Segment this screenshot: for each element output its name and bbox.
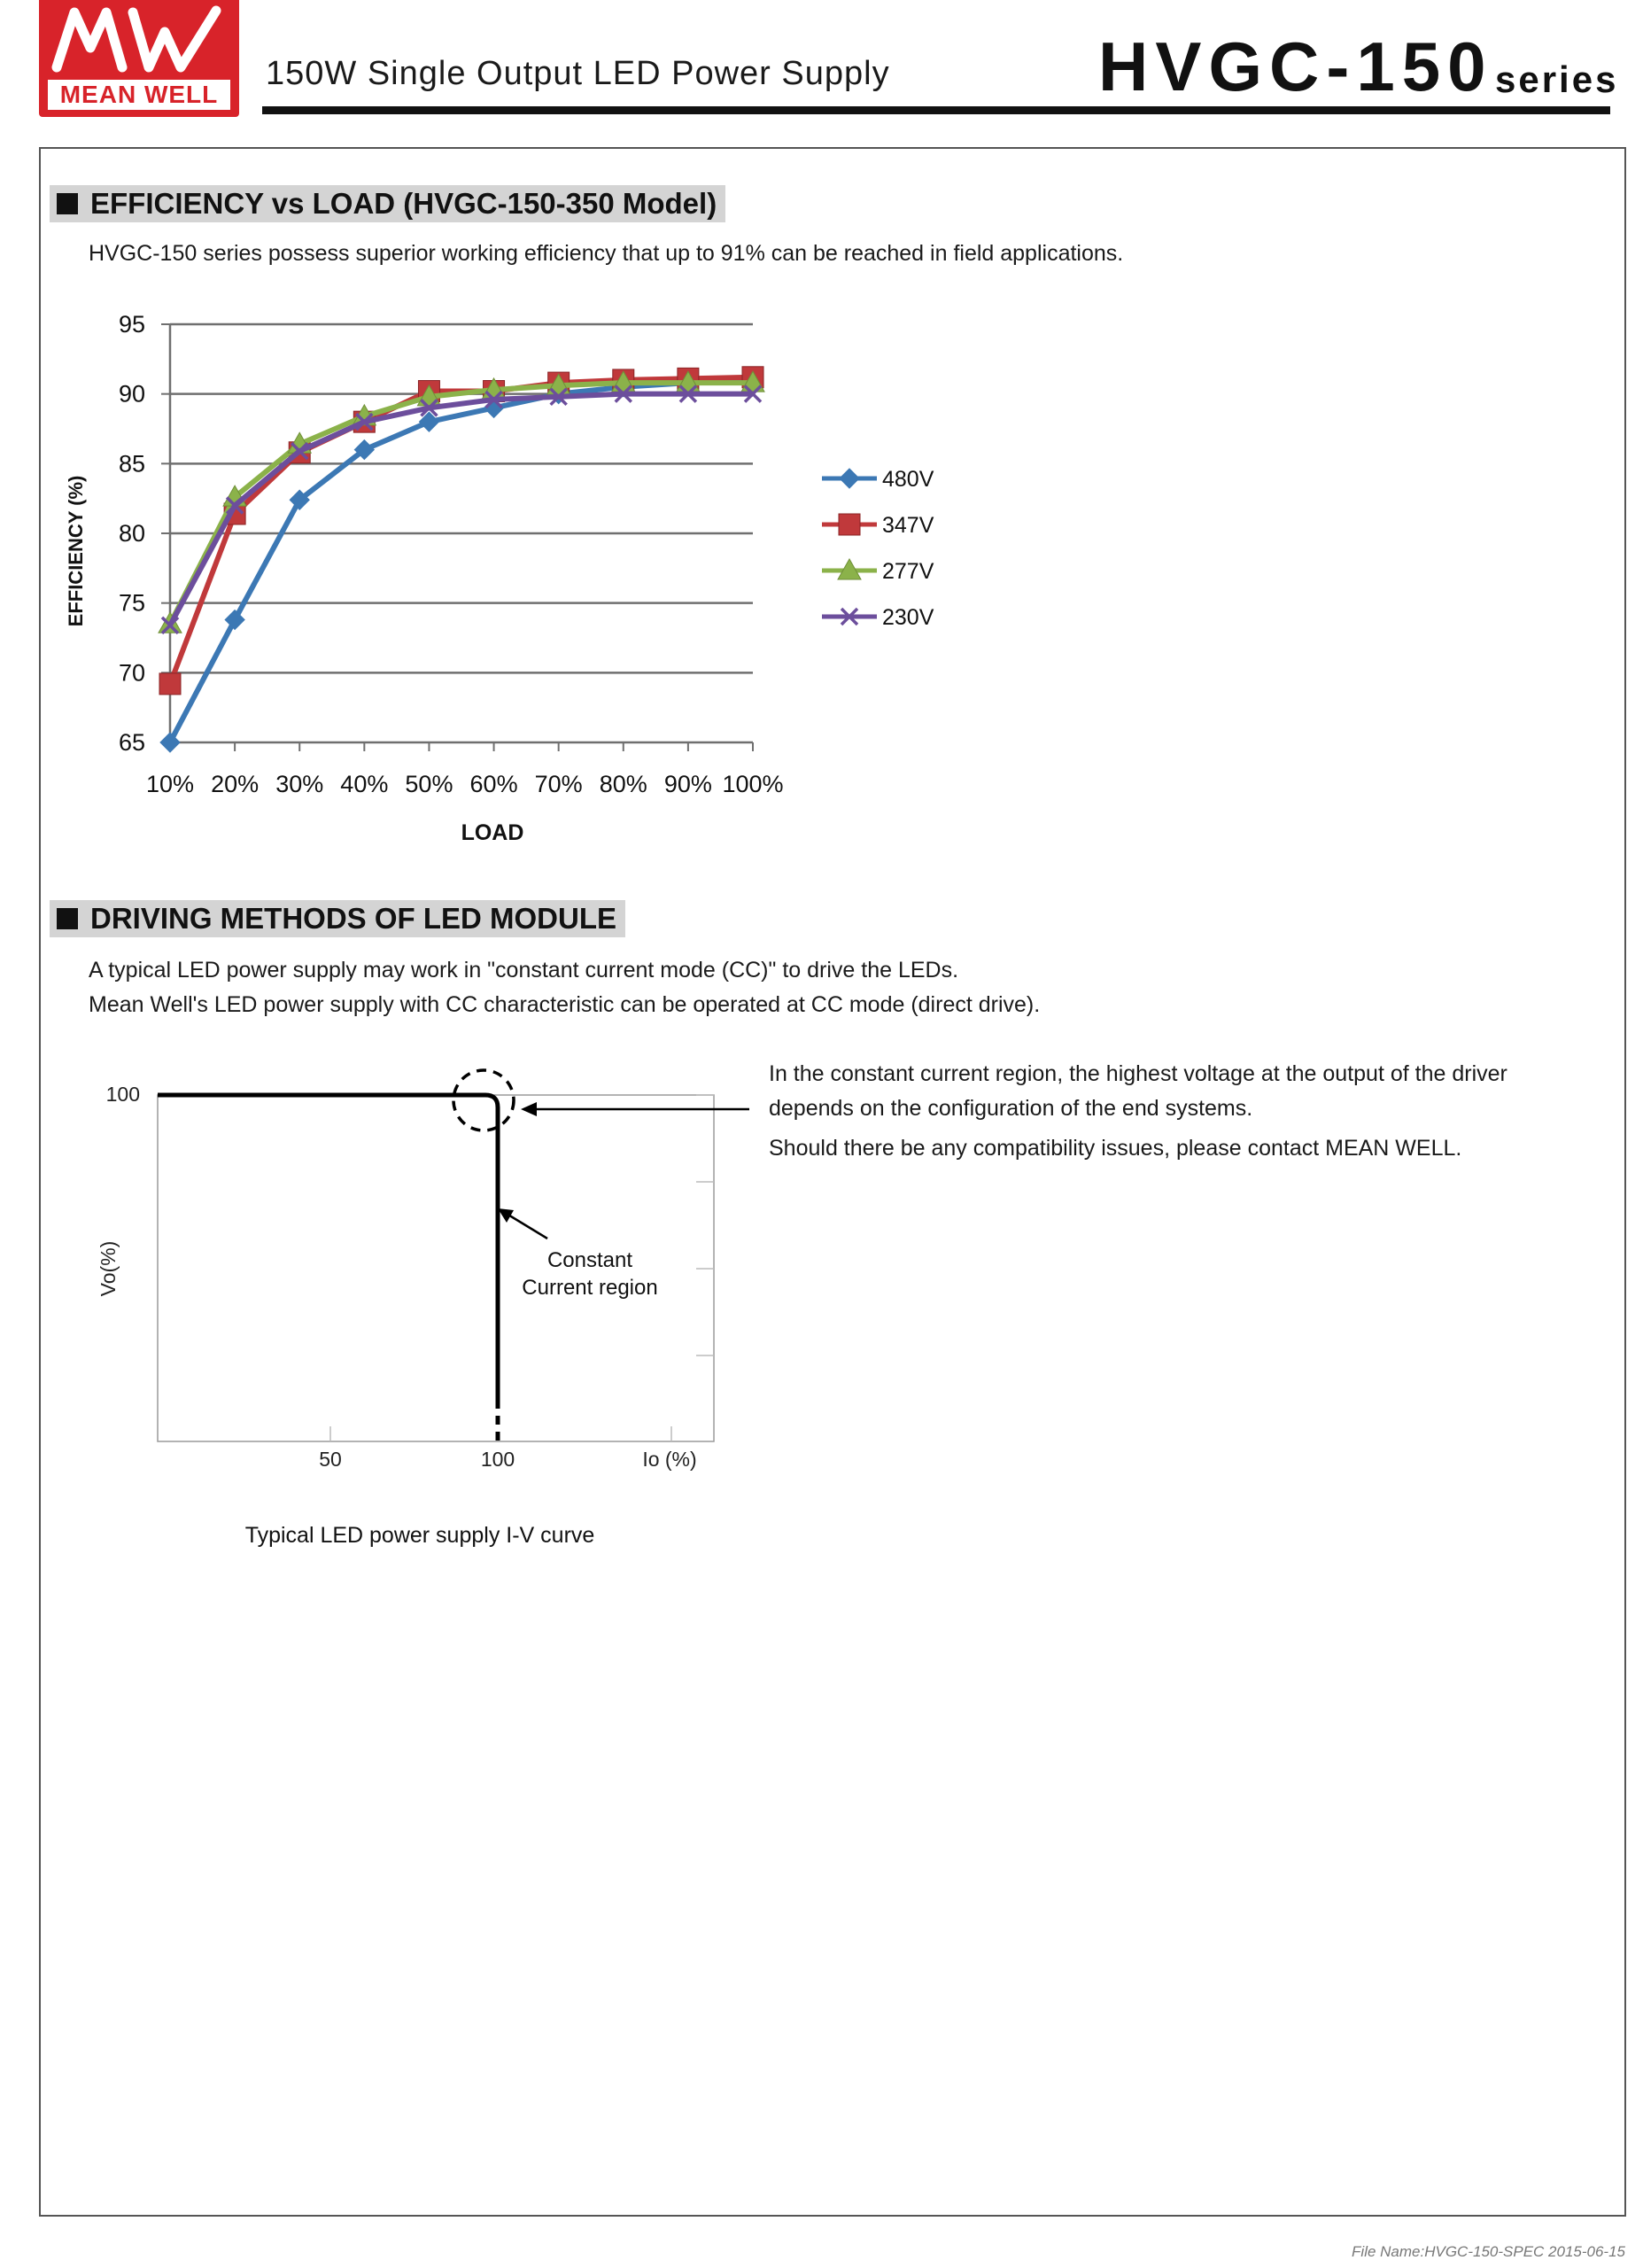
iv-y-tick-100: 100 bbox=[105, 1083, 140, 1106]
efficiency-line-347V bbox=[170, 377, 753, 684]
diamond-marker bbox=[840, 469, 859, 488]
iv-x-tick-100: 100 bbox=[480, 1448, 515, 1471]
iv-y-axis-label: Vo(%) bbox=[97, 1240, 120, 1297]
logo-text: MEAN WELL bbox=[48, 80, 230, 110]
efficiency-section-title: EFFICIENCY vs LOAD (HVGC-150-350 Model) bbox=[90, 187, 717, 220]
note-arrow-head-icon bbox=[521, 1102, 537, 1116]
efficiency-chart bbox=[0, 0, 1643, 886]
driving-section-title: DRIVING METHODS OF LED MODULE bbox=[90, 902, 616, 935]
series-word: series bbox=[1495, 58, 1619, 100]
iv-chart-caption: Typical LED power supply I-V curve bbox=[244, 1523, 595, 1548]
legend-item-480V bbox=[822, 467, 934, 492]
cc-note-line-1: In the constant current region, the highest voltage at the output of the driver bbox=[769, 1061, 1507, 1086]
efficiency-x-tick-label: 50% bbox=[405, 771, 453, 797]
driving-section-heading bbox=[50, 900, 625, 937]
efficiency-x-tick-label: 90% bbox=[663, 771, 712, 797]
efficiency-x-tick-label: 30% bbox=[275, 771, 324, 797]
square-marker bbox=[159, 673, 181, 695]
legend-label: 480V bbox=[882, 467, 934, 492]
efficiency-series-480V bbox=[160, 370, 763, 752]
square-marker bbox=[839, 514, 860, 535]
diamond-marker bbox=[160, 733, 180, 752]
cc-region-label-line-2: Current region bbox=[522, 1276, 658, 1300]
driving-line-1: A typical LED power supply may work in "constant current mode (CC)" to drive the LEDs. bbox=[89, 958, 959, 983]
square-bullet-icon bbox=[57, 908, 78, 929]
efficiency-y-axis-label: EFFICIENCY (%) bbox=[65, 475, 87, 627]
efficiency-line-277V bbox=[170, 383, 753, 624]
efficiency-x-tick-label: 70% bbox=[534, 771, 583, 797]
cc-knee-highlight-circle bbox=[453, 1070, 514, 1130]
efficiency-x-axis-label: LOAD bbox=[461, 820, 524, 845]
series-name: HVGC-150 bbox=[1098, 27, 1493, 105]
legend-label: 347V bbox=[882, 513, 934, 538]
efficiency-x-tick-label: 10% bbox=[145, 771, 195, 797]
diamond-marker bbox=[225, 610, 244, 630]
iv-x-tick-50: 50 bbox=[319, 1448, 342, 1471]
efficiency-y-tick-label: 80 bbox=[118, 520, 145, 547]
cc-note-line-2: depends on the configuration of the end systems. bbox=[769, 1096, 1253, 1121]
page-subtitle: 150W Single Output LED Power Supply bbox=[266, 55, 890, 92]
efficiency-x-tick-label: 20% bbox=[211, 771, 260, 797]
efficiency-y-tick-label: 85 bbox=[118, 450, 145, 478]
file-name-footer: File Name:HVGC-150-SPEC 2015-06-15 bbox=[1352, 2243, 1625, 2260]
efficiency-y-tick-label: 95 bbox=[118, 311, 145, 338]
efficiency-line-480V bbox=[170, 380, 753, 742]
iv-curve-chart bbox=[0, 1019, 1643, 1568]
efficiency-description: HVGC-150 series possess superior working efficiency that up to 91% can be reached in field applications. bbox=[89, 241, 1124, 266]
efficiency-y-tick-label: 75 bbox=[118, 589, 145, 617]
iv-curve-line bbox=[158, 1095, 498, 1409]
legend-item-277V bbox=[822, 559, 934, 584]
efficiency-line-230V bbox=[170, 394, 753, 625]
driving-line-2: Mean Well's LED power supply with CC characteristic can be operated at CC mode (direct drive). bbox=[89, 992, 1041, 1017]
efficiency-y-tick-label: 65 bbox=[118, 729, 145, 756]
legend-label: 230V bbox=[882, 605, 934, 630]
legend-item-230V bbox=[822, 605, 934, 630]
cc-region-arrow-line bbox=[507, 1214, 547, 1239]
efficiency-x-tick-label: 80% bbox=[599, 771, 647, 797]
efficiency-y-tick-label: 70 bbox=[118, 659, 145, 687]
efficiency-series-230V bbox=[162, 386, 761, 633]
legend-label: 277V bbox=[882, 559, 934, 584]
efficiency-x-tick-label: 40% bbox=[340, 771, 389, 797]
cc-note-line-3: Should there be any compatibility issues, please contact MEAN WELL. bbox=[769, 1136, 1462, 1161]
efficiency-x-tick-label: 60% bbox=[469, 771, 518, 797]
efficiency-x-tick-label: 100% bbox=[722, 771, 784, 797]
iv-x-axis-label: Io (%) bbox=[642, 1448, 697, 1471]
efficiency-y-tick-label: 90 bbox=[118, 380, 145, 408]
legend-item-347V bbox=[822, 513, 934, 538]
cc-region-label-line-1: Constant bbox=[546, 1248, 633, 1272]
